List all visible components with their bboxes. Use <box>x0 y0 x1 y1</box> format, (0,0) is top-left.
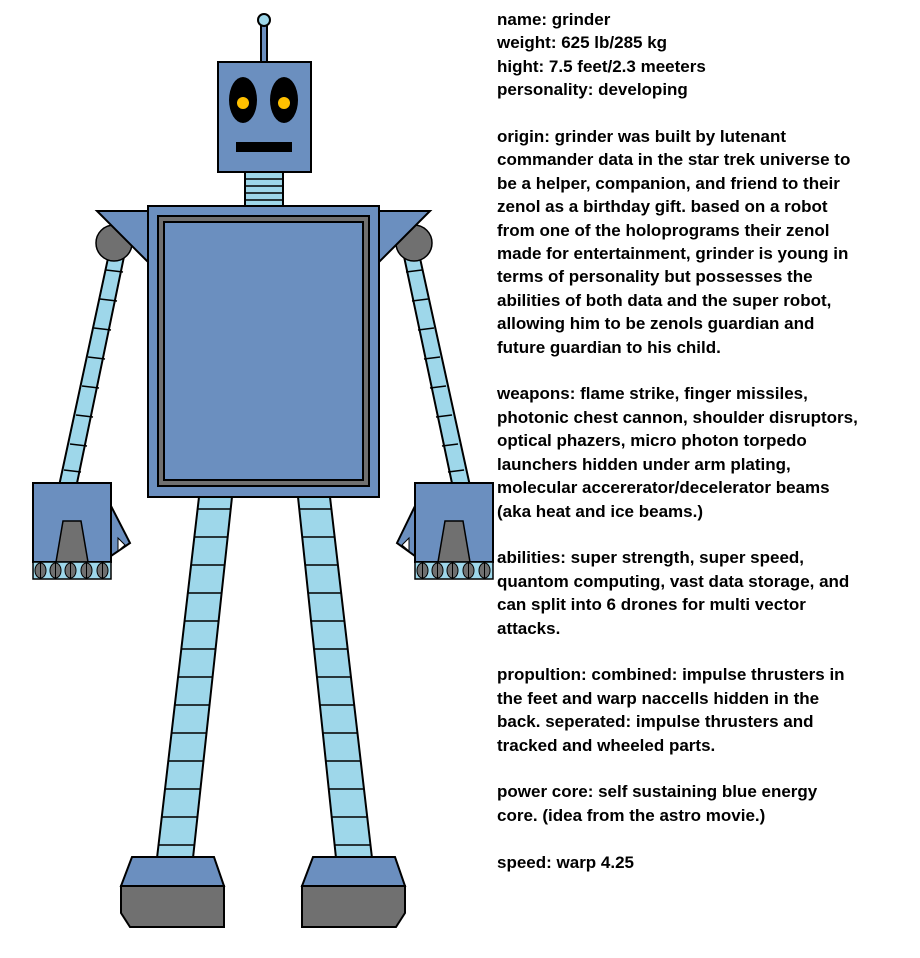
chest-panel <box>164 222 363 480</box>
abilities-paragraph: abilities: super strength, super speed, quantom computing, vast data storage, and can split into 6 drones for multi vector attacks. <box>497 548 850 638</box>
origin-paragraph: origin: grinder was built by lutenant commander data in the star trek universe to be a helper, companion, and friend to their zenol as a birthday gift. based on a robot from one of the holoprograms their zenol made for entertainment, grinder is young in terms of personality but possesses the abilities of both data and the super robot, allowing him to be zenols guardian and future guardian to his child. <box>497 127 851 357</box>
power-core-paragraph: power core: self sustaining blue energy core. (idea from the astro movie.) <box>497 782 818 825</box>
robot-neck <box>245 172 283 207</box>
robot-antenna <box>258 14 270 64</box>
weapons-paragraph: weapons: flame strike, finger missiles, photonic chest cannon, shoulder disruptors, optical phazers, micro photon torpedo launchers hidden under arm plating, molecular accererator/decelerator beams (aka heat and ice beams.) <box>497 384 858 521</box>
robot-torso <box>148 206 379 497</box>
left-foot <box>121 857 224 927</box>
left-hand-fingers <box>33 562 111 579</box>
height-line: hight: 7.5 feet/2.3 meeters <box>497 56 706 76</box>
right-arm <box>396 225 470 488</box>
right-eye <box>270 77 298 123</box>
robot-mouth <box>236 142 292 152</box>
left-leg <box>157 497 232 858</box>
right-hand-fingers <box>415 562 493 579</box>
personality-line: personality: developing <box>497 80 688 100</box>
basic-stats <box>497 8 917 102</box>
left-arm <box>59 225 132 488</box>
left-eye <box>229 77 257 123</box>
left-hand <box>33 483 130 579</box>
right-foot <box>302 857 405 927</box>
right-leg <box>298 497 372 858</box>
speed-line: speed: warp 4.25 <box>497 852 635 872</box>
propulsion-paragraph: propultion: combined: impulse thrusters in the feet and warp naccells hidden in the back. seperated: impulse thrusters and tracked and wheeled parts. <box>497 665 845 755</box>
character-info <box>497 8 917 897</box>
name-line: name: grinder <box>497 10 611 29</box>
right-hand <box>397 483 493 579</box>
weight-line: weight: 625 lb/285 kg <box>497 33 668 53</box>
robot-head <box>218 62 311 172</box>
